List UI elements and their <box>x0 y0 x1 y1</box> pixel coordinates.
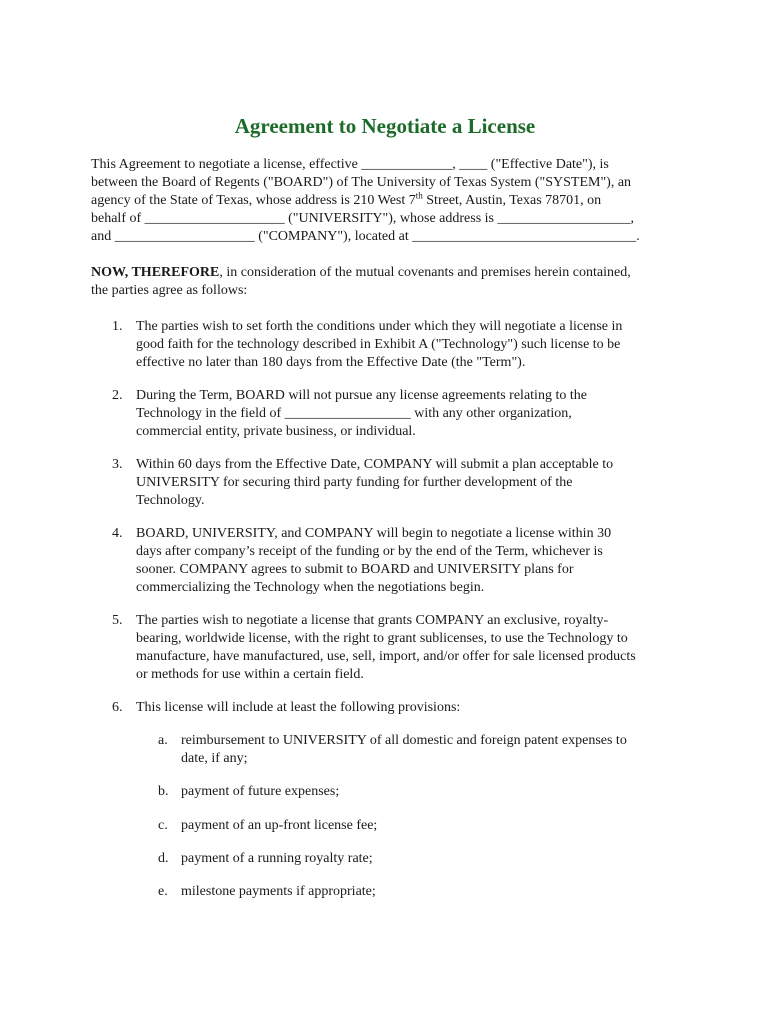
item-text: This license will include at least the following provisions: <box>136 700 461 715</box>
sub-item-letter: c. <box>158 818 168 833</box>
sub-item-text: payment of an up-front license fee; <box>181 818 378 833</box>
sub-item-text: payment of a running royalty rate; <box>181 851 373 866</box>
item-text: Within 60 days from the Effective Date, COMPANY will submit a plan acceptable to UNIVERSITY for securing third party funding for further development of the Technology. <box>136 457 614 508</box>
item-number: 2. <box>112 388 123 403</box>
sub-item-letter: d. <box>158 851 169 866</box>
item-number: 3. <box>112 457 123 472</box>
item-text: During the Term, BOARD will not pursue any license agreements relating to the Technology in the field of __________________ with any other organization, commercial entity, private business, or individual. <box>136 388 587 439</box>
intro-line: agency of the State of Texas, whose address is 210 West 7th Street, Austin, Texas 78701, on <box>91 190 602 208</box>
intro-line: This Agreement to negotiate a license, effective _____________, ____ ("Effective Date"), is <box>91 157 609 172</box>
intro-line: behalf of ____________________ ("UNIVERSITY"), whose address is ___________________, <box>91 211 634 226</box>
sub-item-letter: b. <box>158 784 169 799</box>
intro-line: and ____________________ ("COMPANY"), located at ________________________________. <box>91 229 640 244</box>
sub-item-text: payment of future expenses; <box>181 784 340 799</box>
sub-item-text: reimbursement to UNIVERSITY of all domestic and foreign patent expenses to date, if any; <box>181 733 627 766</box>
item-text: The parties wish to set forth the conditions under which they will negotiate a license in good faith for the technology described in Exhibit A ("Technology") such license to be effective no later than 180 days from the Effective Date (the "Term"). <box>136 319 623 370</box>
item-number: 5. <box>112 613 123 628</box>
now-therefore-paragraph <box>91 264 681 300</box>
intro-line: between the Board of Regents ("BOARD") of The University of Texas System ("SYSTEM"), an <box>91 175 632 190</box>
sub-item-letter: a. <box>158 733 168 748</box>
item-text: The parties wish to negotiate a license that grants COMPANY an exclusive, royalty- bearing, worldwide license, with the right to grant sublicenses, to use the Technology to manufacture, have manufactured, use, sell, import, and/or offer for sale licensed products or methods for use within a certain field. <box>136 613 636 682</box>
intro-paragraph <box>91 156 681 246</box>
document-title: Agreement to Negotiate a License <box>234 114 536 138</box>
now-therefore-line: NOW, THEREFORE, in consideration of the mutual covenants and premises herein contained, <box>91 265 631 280</box>
item-text: BOARD, UNIVERSITY, and COMPANY will begin to negotiate a license within 30 days after company’s receipt of the funding or by the end of the Term, whichever is sooner. COMPANY agrees to submit to BOARD and UNIVERSITY plans for commercializing the Technology when the negotiations begin. <box>136 526 612 595</box>
item-number: 1. <box>112 319 123 334</box>
sub-item-text: milestone payments if appropriate; <box>181 884 376 899</box>
item-number: 6. <box>112 700 123 715</box>
superscript-th: th <box>415 190 423 201</box>
item-number: 4. <box>112 526 123 541</box>
now-therefore-line: the parties agree as follows: <box>91 283 248 298</box>
sub-item-letter: e. <box>158 884 168 899</box>
now-therefore-bold: NOW, THEREFORE <box>91 265 220 280</box>
